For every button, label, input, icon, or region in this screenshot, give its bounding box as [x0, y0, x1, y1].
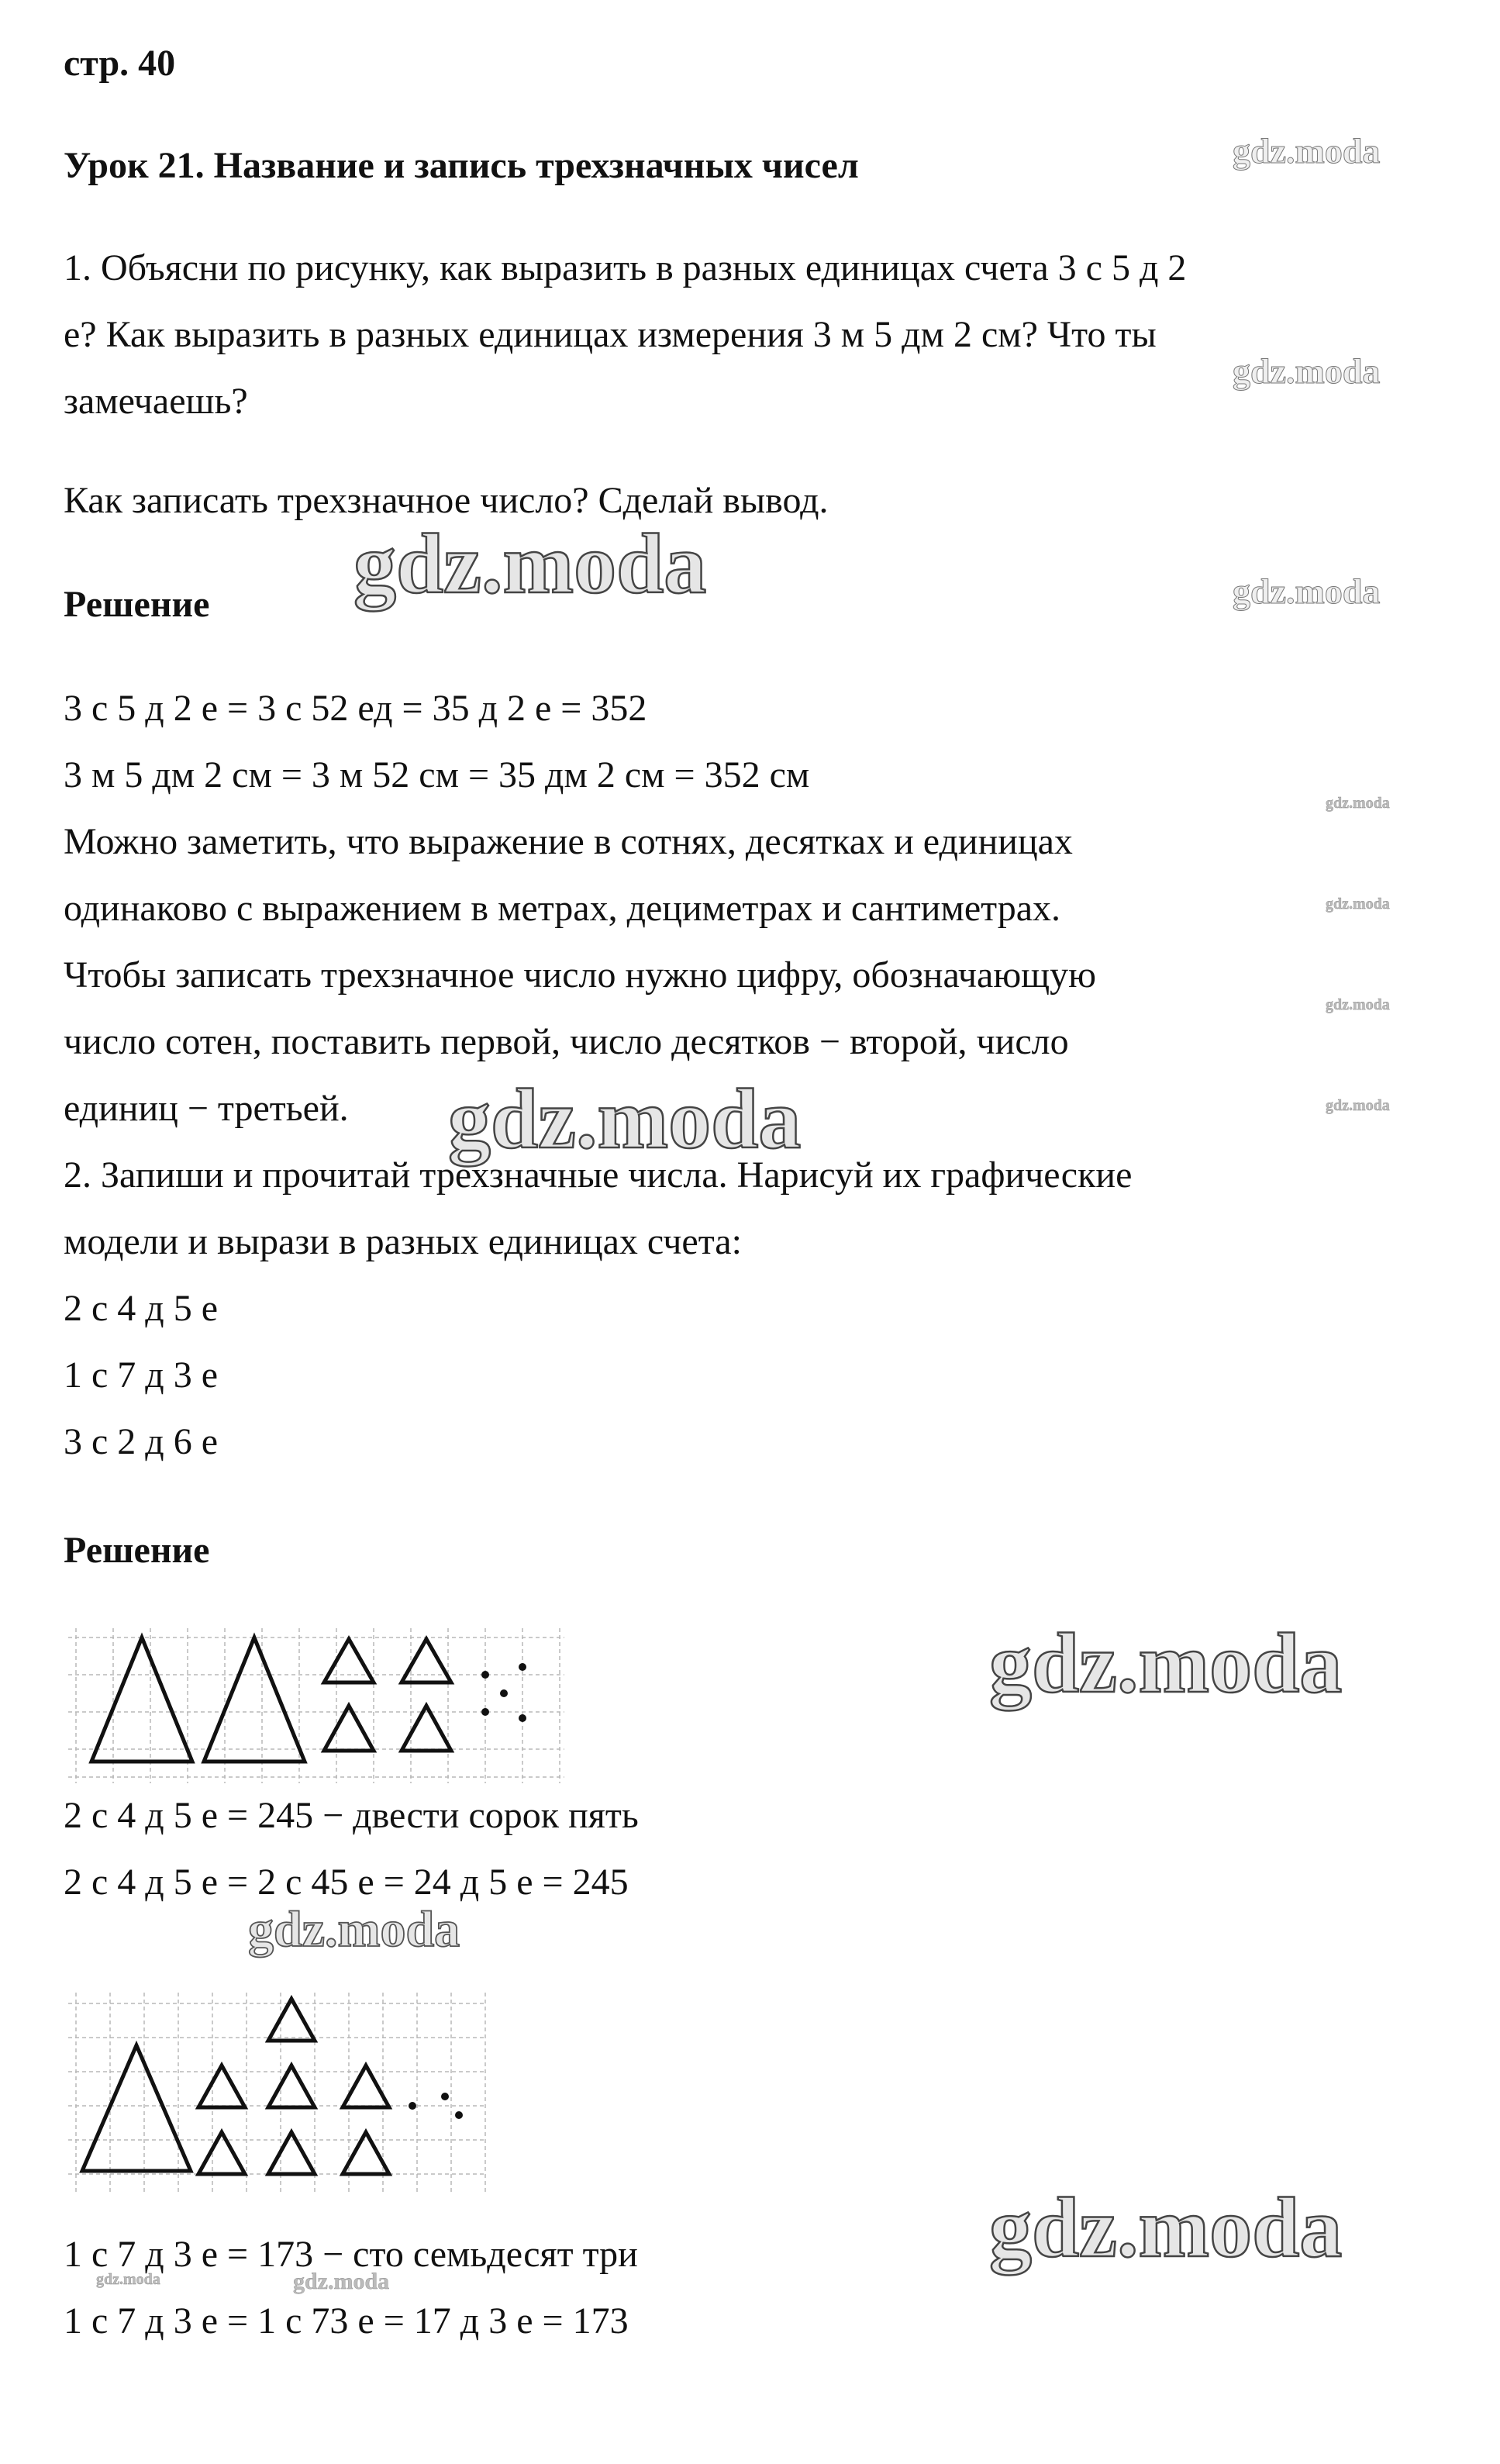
ten-triangle	[324, 1639, 374, 1682]
ten-triangle	[268, 1999, 315, 2041]
watermark: gdz.moda	[1233, 571, 1381, 611]
watermark: gdz.moda	[448, 1072, 802, 1166]
task1-question: Как записать трехзначное число? Сделай вывод.	[64, 480, 829, 521]
task1-solution-line-7: единиц − третьей.	[64, 1088, 349, 1129]
watermark: gdz.moda	[1326, 795, 1390, 812]
task1-solution-line-2: 3 м 5 дм 2 см = 3 м 52 см = 35 дм 2 см = 352 см	[64, 754, 810, 795]
ten-triangle	[402, 1639, 451, 1682]
task2-item-2: 1 с 7 д 3 е	[64, 1355, 219, 1396]
task2-line-2: модели и вырази в разных единицах счета:	[64, 1221, 742, 1262]
watermark: gdz.moda	[1326, 896, 1390, 913]
task2-line-1: 2. Запиши и прочитай трехзначные числа. Нарисуй их графические	[64, 1154, 1133, 1196]
task1-solution-line-4: одинаково с выражением в метрах, дециметрах и сантиметрах.	[64, 888, 1060, 929]
unit-dot	[481, 1671, 489, 1679]
watermark: gdz.moda	[248, 1901, 460, 1958]
task2-answer-4: 1 с 7 д 3 е = 1 с 73 е = 17 д 3 е = 173	[64, 2300, 629, 2341]
watermark: gdz.moda	[989, 1616, 1343, 1710]
task1-line-1: 1. Объясни по рисунку, как выразить в разных единицах счета 3 с 5 д 2	[64, 247, 1187, 288]
task2-item-1: 2 с 4 д 5 е	[64, 1288, 219, 1329]
hundred-triangle	[204, 1637, 305, 1762]
unit-dot	[409, 2102, 416, 2110]
ten-triangle	[268, 2132, 315, 2174]
hundred-triangle	[82, 2045, 191, 2171]
page-label: стр. 40	[64, 43, 176, 84]
unit-dot	[500, 1689, 508, 1697]
task2-answer-1: 2 с 4 д 5 е = 245 − двести сорок пять	[64, 1795, 639, 1836]
model-245-figure	[68, 1628, 572, 1783]
unit-dot	[519, 1663, 526, 1671]
task2-answer-2: 2 с 4 д 5 е = 2 с 45 е = 24 д 5 е = 245	[64, 1862, 629, 1903]
watermark: gdz.moda	[1233, 351, 1381, 391]
watermark: gdz.moda	[353, 516, 707, 611]
task1-solution-label: Решение	[64, 584, 210, 625]
task1-line-3: замечаешь?	[64, 381, 248, 422]
watermark: gdz.moda	[293, 2269, 390, 2294]
task1-line-2: е? Как выразить в разных единицах измерения 3 м 5 дм 2 см? Что ты	[64, 314, 1157, 355]
task1-solution-line-1: 3 с 5 д 2 е = 3 с 52 ед = 35 д 2 е = 352	[64, 688, 647, 729]
task2-item-3: 3 с 2 д 6 е	[64, 1421, 219, 1462]
watermark: gdz.moda	[989, 2180, 1343, 2275]
unit-dot	[441, 2093, 449, 2100]
watermark: gdz.moda	[1233, 131, 1381, 171]
hundred-triangle	[91, 1637, 192, 1762]
unit-dot	[455, 2111, 463, 2119]
unit-dot	[519, 1714, 526, 1722]
task1-solution-line-6: число сотен, поставить первой, число десятков − второй, число	[64, 1021, 1069, 1062]
task2-solution-label: Решение	[64, 1530, 210, 1571]
watermark: gdz.moda	[1326, 1097, 1390, 1114]
task1-solution-line-3: Можно заметить, что выражение в сотнях, десятках и единицах	[64, 821, 1073, 862]
model-173-figure	[68, 1993, 502, 2202]
task2-answer-3: 1 с 7 д 3 е = 173 − сто семьдесят три	[64, 2234, 638, 2275]
watermark: gdz.moda	[1326, 996, 1390, 1013]
ten-triangle	[198, 2132, 245, 2174]
lesson-title: Урок 21. Название и запись трехзначных чисел	[64, 145, 859, 186]
unit-dot	[481, 1708, 489, 1716]
ten-triangle	[343, 2132, 389, 2174]
watermark: gdz.moda	[96, 2271, 160, 2288]
task1-solution-line-5: Чтобы записать трехзначное число нужно цифру, обозначающую	[64, 954, 1096, 996]
